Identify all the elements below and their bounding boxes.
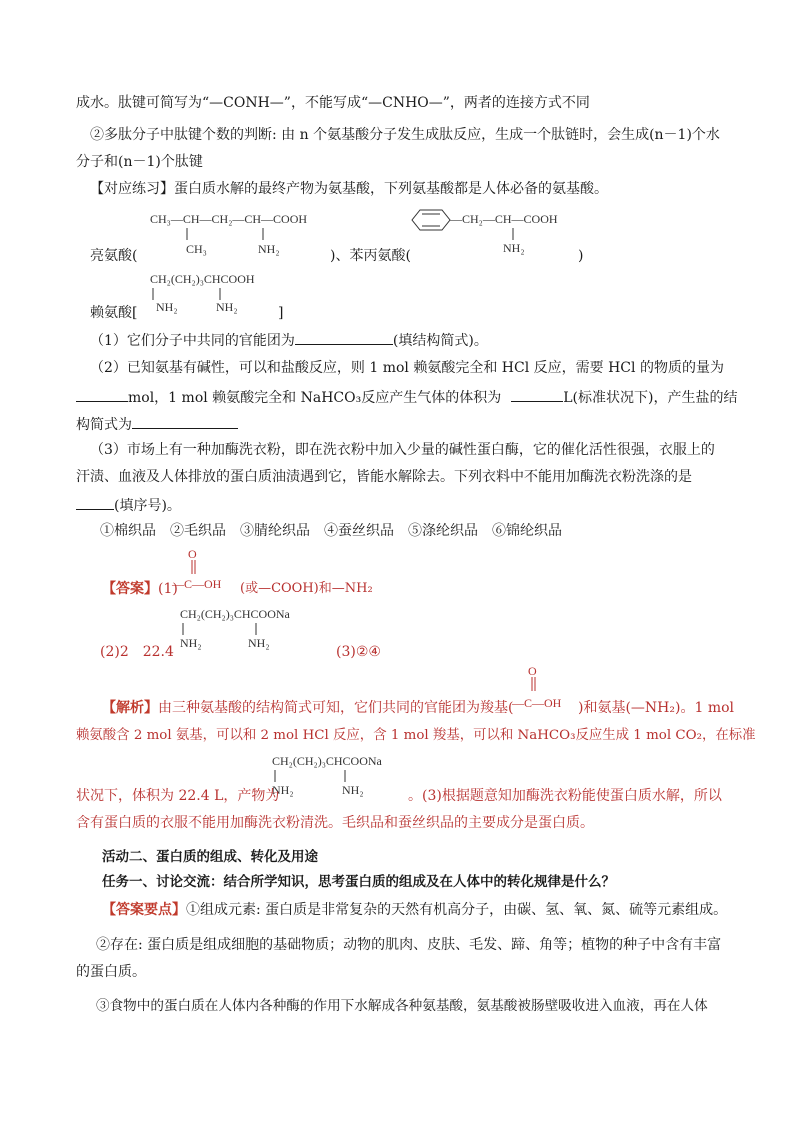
lysine-sub-left: NH₂: [156, 300, 178, 314]
intro-line-2: ②多肽分子中肽键个数的判断: 由 n 个氨基酸分子发生成肽反应，生成一个肽链时，会生成(n－1)个水: [90, 127, 720, 143]
analysis-line-2: 赖氨酸含 2 mol 氨基，可以和 2 mol HCl 反应，含 1 mol 羧基，可以和 NaHCO₃反应生成 1 mol CO₂，在标准: [76, 728, 756, 743]
question-3-line-1: （3）市场上有一种加酶洗衣粉，即在洗衣粉中加入少量的碱性蛋白酶，它的催化活性很强，衣服上的: [90, 442, 715, 458]
analysis-heading: 【解析】: [102, 700, 158, 716]
question-1: [90, 330, 488, 350]
question-3-line-3: [76, 495, 181, 515]
question-1-text: （1）它们分子中共同的官能团为: [90, 333, 295, 349]
answer-part3: (3)②④: [336, 644, 381, 660]
key-point-1-text: ①组成元素: 蛋白质是非常复杂的天然有机高分子，由碳、氢、氧、氮、硫等元素组成。: [186, 902, 728, 918]
phenyl-sub: NH₂: [503, 241, 525, 255]
activity-task: 任务一、讨论交流：结合所学知识，思考蛋白质的组成及在人体中的转化规律是什么？: [102, 874, 615, 890]
analysis-line-1: [102, 699, 513, 717]
analysis-line-3b: 。(3)根据题意知加酶洗衣粉能使蛋白质水解，所以: [408, 788, 722, 804]
analysis-carbonyl-bond: [528, 677, 548, 697]
answer-carboxyl-main: —C—OH: [172, 577, 222, 591]
analysis-salt-right: NH₂: [342, 783, 364, 797]
question-3-text-c: (填序号)。: [114, 498, 181, 514]
phenyl-formula-main: —CH₂—CH—COOH: [450, 212, 558, 226]
answer-heading: 【答案】: [102, 581, 158, 597]
leucine-formula-main: CH₃—CH—CH₂—CH—COOH: [150, 212, 308, 226]
leucine-sub-right: NH₂: [258, 242, 280, 256]
lysine-close-bracket: ]: [278, 305, 284, 321]
lysine-formula-main: CH₂(CH₂)₃CHCOOH: [150, 272, 255, 286]
question-2-line-1: （2）已知氨基有碱性，可以和盐酸反应，则 1 mol 赖氨酸完全和 HCl 反应，需要 HCl 的物质的量为: [90, 360, 724, 376]
phenyl-close-paren: ): [578, 248, 584, 264]
analysis-line-1a: 由三种氨基酸的结构简式可知，它们共同的官能团为羧基(: [158, 700, 514, 716]
analysis-salt-main: CH₂(CH₂)₃CHCOONa: [272, 754, 382, 768]
intro-line-1: 成水。肽键可简写为“—CONH—”，不能写成“—CNHO—”，两者的连接方式不同: [76, 95, 590, 111]
answer-blank-5[interactable]: [76, 495, 114, 510]
answer-salt-right: NH₂: [248, 636, 270, 650]
intro-line-3: 分子和(n－1)个肽键: [76, 154, 203, 170]
exercise-stem: [90, 180, 608, 198]
answer-part1-tail: (或—COOH)和—NH₂: [240, 581, 373, 596]
question-2-line-2: [76, 387, 737, 407]
question-2-line-3: [76, 414, 238, 434]
key-point-3: ③食物中的蛋白质在人体内各种酶的作用下水解成各种氨基酸，氨基酸被肠壁吸收进入血液，再在人体: [96, 998, 708, 1014]
analysis-carboxyl-main: —C—OH: [512, 696, 562, 710]
answer-blank-3[interactable]: [511, 387, 563, 402]
analysis-carboxyl-o: O: [528, 664, 537, 678]
question-1-tail: (填结构简式)。: [392, 333, 488, 349]
question-2-text-b2: L(标准状况下)，产生盐的结: [563, 390, 738, 406]
answer-blank-2[interactable]: [76, 387, 128, 402]
fabric-options: ①棉织品 ②毛织品 ③腈纶织品 ④蚕丝织品 ⑤涤纶织品 ⑥锦纶织品: [100, 523, 562, 539]
benzene-ring-icon: [412, 208, 452, 232]
analysis-line-1b: )和氨基(—NH₂)。1 mol: [578, 700, 734, 716]
question-2-text-c: 构简式为: [76, 417, 132, 433]
answer-blank-4[interactable]: [132, 414, 238, 429]
answer-part2: (2)2 22.4: [100, 644, 174, 660]
key-point-heading: 【答案要点】: [102, 902, 186, 918]
phenyl-label: )、苯丙氨酸(: [330, 248, 411, 264]
leucine-sub-left: CH₃: [186, 242, 207, 256]
question-2-text-b1: mol，1 mol 赖氨酸完全和 NaHCO₃反应产生气体的体积为: [128, 390, 502, 406]
question-3-line-2: 汗渍、血液及人体排放的蛋白质油渍遇到它，皆能水解除去。下列衣料中不能用加酶洗衣粉洗涤的是: [76, 469, 692, 485]
analysis-salt-left: NH₂: [272, 783, 294, 797]
activity-title: 活动二、蛋白质的组成、转化及用途: [102, 849, 318, 865]
analysis-line-4: 含有蛋白质的衣服不能用加酶洗衣粉清洗。毛织品和蚕丝织品的主要成分是蛋白质。: [76, 815, 594, 831]
key-point-2-line-2: 的蛋白质。: [76, 964, 146, 980]
answer-blank-1[interactable]: [295, 330, 393, 345]
answer-line-1: [102, 580, 178, 598]
answer-part1-prefix: (1): [158, 581, 178, 597]
answer-carboxyl-o: O: [188, 547, 197, 561]
exercise-stem-text: 蛋白质水解的最终产物为氨基酸，下列氨基酸都是人体必备的氨基酸。: [174, 181, 608, 197]
analysis-line-3a: 状况下，体积为 22.4 L，产物为: [76, 788, 280, 804]
answer-salt-left: NH₂: [180, 636, 202, 650]
lysine-label: 赖氨酸[: [90, 305, 138, 321]
exercise-heading: 【对应练习】: [90, 181, 174, 197]
leucine-label: 亮氨酸(: [90, 248, 138, 264]
key-point-2-line-1: ②存在: 蛋白质是组成细胞的基础物质；动物的肌肉、皮肤、毛发、蹄、角等；植物的种子中含有丰富: [96, 937, 722, 953]
answer-salt-main: CH₂(CH₂)₃CHCOONa: [180, 607, 290, 621]
key-point-1: [102, 901, 727, 919]
lysine-sub-right: NH₂: [216, 300, 238, 314]
